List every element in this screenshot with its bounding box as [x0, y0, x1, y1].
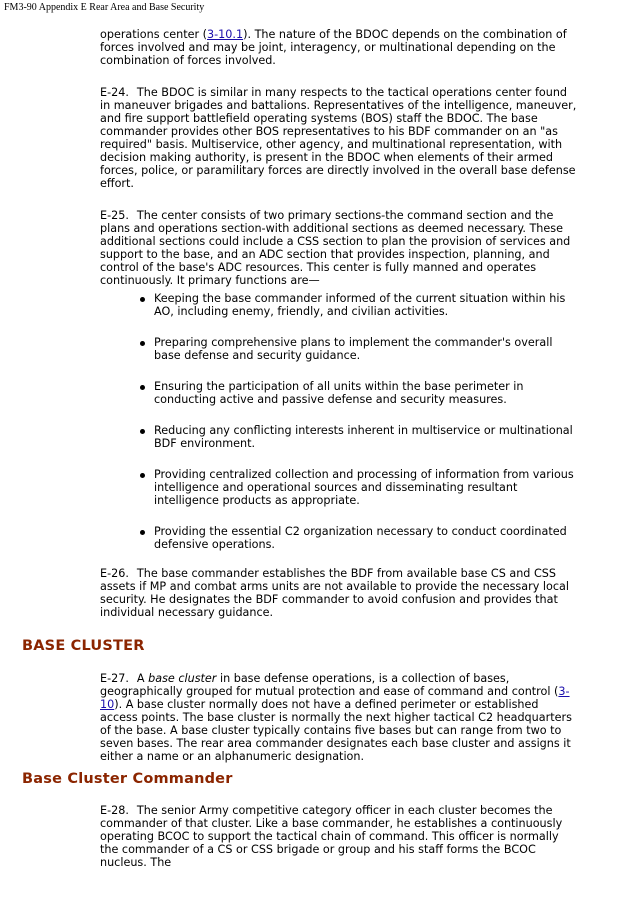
paragraph-text-before-link: in base defense operations, is a collection of bases, geographically grouped for mutual protection and ease of command and control ( [100, 672, 559, 698]
paragraph-number: E-25. [100, 209, 129, 222]
paragraph-e27 [100, 672, 578, 763]
paragraph-e24 [100, 86, 578, 190]
paragraph-text: The senior Army competitive category officer in each cluster becomes the commander of that cluster. Like a base commander, he establishes a continuously operating BCOC to support the tactical chain of command. This officer is normally the commander of a CS or CSS brigade or group and his staff forms the BCOC nucleus. The [100, 804, 563, 869]
link-3-10[interactable]: 3-10 [100, 685, 570, 711]
paragraph-e25 [100, 209, 578, 287]
bullet-item: Reducing any conflicting interests inherent in multiservice or multinational BDF environment. [138, 424, 578, 450]
heading-base-cluster: BASE CLUSTER [22, 638, 145, 654]
paragraph-number: E-28. [100, 804, 129, 817]
page-header-title: FM3-90 Appendix E Rear Area and Base Security [4, 2, 205, 13]
paragraph-text: The base commander establishes the BDF from available base CS and CSS assets if MP and combat arms units are not available to provide the necessary local security. He designates the BDF commander to avoid confusion and provides that individual necessary guidance. [100, 567, 569, 619]
heading-base-cluster-commander: Base Cluster Commander [22, 771, 233, 787]
link-3-10-1[interactable]: 3-10.1 [207, 28, 244, 41]
paragraph-e26 [100, 567, 578, 619]
bullet-item: Preparing comprehensive plans to implement the commander's overall base defense and security guidance. [138, 336, 578, 362]
bullet-item: Providing the essential C2 organization necessary to conduct coordinated defensive operations. [138, 525, 578, 551]
paragraph-text: The center consists of two primary sections-the command section and the plans and operations section-with additional sections as deemed necessary. These additional sections could include a CSS section to plan the provision of services and support to the base, and an ADC section that provides inspection, planning, and control of the base's ADC resources. This center is fully manned and operates continuously. It primary functions are— [100, 209, 571, 287]
bullet-item: Ensuring the participation of all units within the base perimeter in conducting active and passive defense and security measures. [138, 380, 578, 406]
paragraph-intro [100, 28, 578, 67]
paragraph-e28 [100, 804, 578, 869]
intro-text-after: ). The nature of the BDOC depends on the combination of forces involved and may be joint, interagency, or multinational depending on the combination of forces involved. [100, 28, 567, 67]
paragraph-number: E-26. [100, 567, 129, 580]
paragraph-number: E-24. [100, 86, 129, 99]
term-base-cluster: base cluster [148, 672, 217, 685]
bullet-item: Providing centralized collection and processing of information from various intelligence and operational sources and disseminating resultant intelligence products as appropriate. [138, 468, 578, 507]
paragraph-lead: A [136, 672, 145, 685]
paragraph-text: The BDOC is similar in many respects to the tactical operations center found in maneuver brigades and battalions. Representatives of the intelligence, maneuver, and fire support battlefield operating systems (BOS) staff the BDOC. The base commander provides other BOS representatives to his BDF commander on an "as required" basis. Multiservice, other agency, and multinational representation, with decision making authority, is present in the BDOC when elements of their armed forces, police, or paramilitary forces are directly involved in the overall base defense effort. [100, 86, 577, 190]
paragraph-number: E-27. [100, 672, 129, 685]
bullet-item: Keeping the base commander informed of the current situation within his AO, including enemy, friendly, and civilian activities. [138, 292, 578, 318]
intro-text-before: operations center ( [100, 28, 208, 41]
functions-bullet-list [138, 292, 578, 569]
paragraph-text-after-link: ). A base cluster normally does not have a defined perimeter or established access points. The base cluster is normally the next higher tactical C2 headquarters of the base. A base cluster typically contains five bases but can range from two to seven bases. The rear area commander designates each base cluster and assigns it either a name or an alphanumeric designation. [100, 698, 572, 763]
